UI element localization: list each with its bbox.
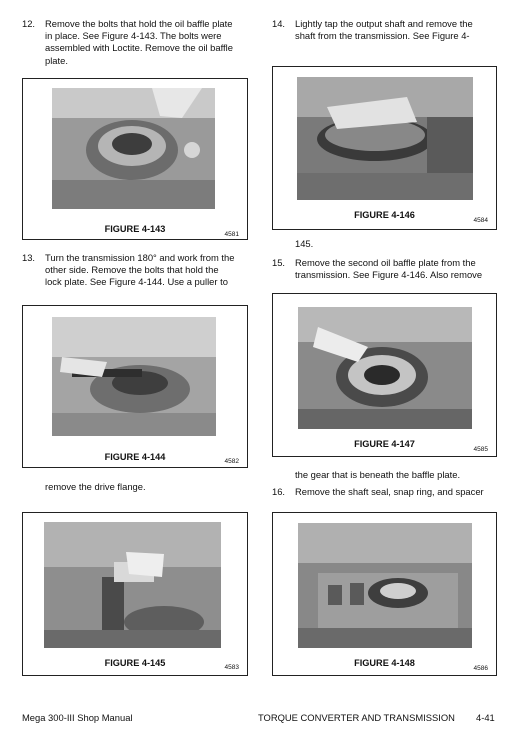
step-line: plate.: [45, 54, 68, 66]
step-13: [22, 252, 252, 292]
figure-reference-number: 4581: [224, 231, 239, 238]
step-text: [45, 252, 234, 289]
figure-photo: [298, 307, 472, 429]
figure-caption: FIGURE 4-143: [104, 224, 166, 234]
figure-4-143: [22, 78, 248, 240]
step-number: 15.: [272, 257, 286, 268]
footer-page-number: 4-41: [476, 712, 495, 723]
step-line: transmission. See Figure 4-146. Also remove: [295, 269, 483, 281]
figure-4-144: [22, 305, 248, 468]
step-line: Remove the shaft seal, snap ring, and spacer: [295, 486, 484, 497]
figure-4-148: [272, 512, 497, 676]
figure-reference-number: 4584: [473, 217, 488, 224]
footer-manual-title: Mega 300-III Shop Manual: [22, 712, 133, 723]
step-number: 16.: [272, 486, 286, 497]
step-number: 14.: [272, 18, 286, 29]
figure-4-147: [272, 293, 497, 457]
step-15: [272, 257, 507, 283]
step-line: Remove the bolts that hold the oil baffle plate: [45, 18, 233, 29]
figure-caption: FIGURE 4-147: [354, 439, 415, 449]
figure-4-145: [22, 512, 248, 676]
step-text: [295, 486, 484, 498]
step-line: shaft from the transmission. See Figure 4-: [295, 30, 470, 42]
step-16: [272, 486, 507, 500]
step-line: Remove the second oil baffle plate from the: [295, 257, 476, 268]
step-14: [272, 18, 507, 44]
step-14-continuation: 145.: [295, 238, 314, 249]
step-number: 13.: [22, 252, 36, 263]
step-line: in place. See Figure 4-143. The bolts were: [45, 30, 222, 42]
figure-caption: FIGURE 4-146: [354, 210, 415, 220]
figure-photo: [297, 77, 473, 200]
step-13-continuation: remove the drive flange.: [45, 481, 146, 492]
step-line: assembled with Loctite. Remove the oil baffle: [45, 42, 233, 54]
figure-reference-number: 4585: [473, 446, 488, 453]
step-text: [295, 18, 473, 42]
footer-section-title: TORQUE CONVERTER AND TRANSMISSION: [258, 712, 455, 723]
step-12: [22, 18, 252, 68]
figure-reference-number: 4582: [224, 458, 239, 465]
step-text: [295, 257, 482, 281]
figure-photo: [52, 317, 216, 436]
figure-reference-number: 4586: [473, 665, 488, 672]
figure-photo: [44, 522, 221, 648]
step-line: Turn the transmission 180° and work from the: [45, 252, 235, 263]
step-15-continuation: the gear that is beneath the baffle plate.: [295, 469, 461, 480]
figure-4-146: [272, 66, 497, 230]
step-line: other side. Remove the bolts that hold the: [45, 264, 219, 276]
step-text: [45, 18, 233, 67]
figure-reference-number: 4583: [224, 664, 239, 671]
figure-photo: [52, 88, 215, 209]
figure-caption: FIGURE 4-144: [104, 452, 166, 462]
step-line: lock plate. See Figure 4-144. Use a puller to: [45, 276, 228, 288]
figure-caption: FIGURE 4-145: [104, 658, 166, 668]
step-number: 12.: [22, 18, 36, 29]
figure-photo: [298, 523, 472, 648]
figure-caption: FIGURE 4-148: [354, 658, 415, 668]
step-line: Lightly tap the output shaft and remove the: [295, 18, 473, 29]
